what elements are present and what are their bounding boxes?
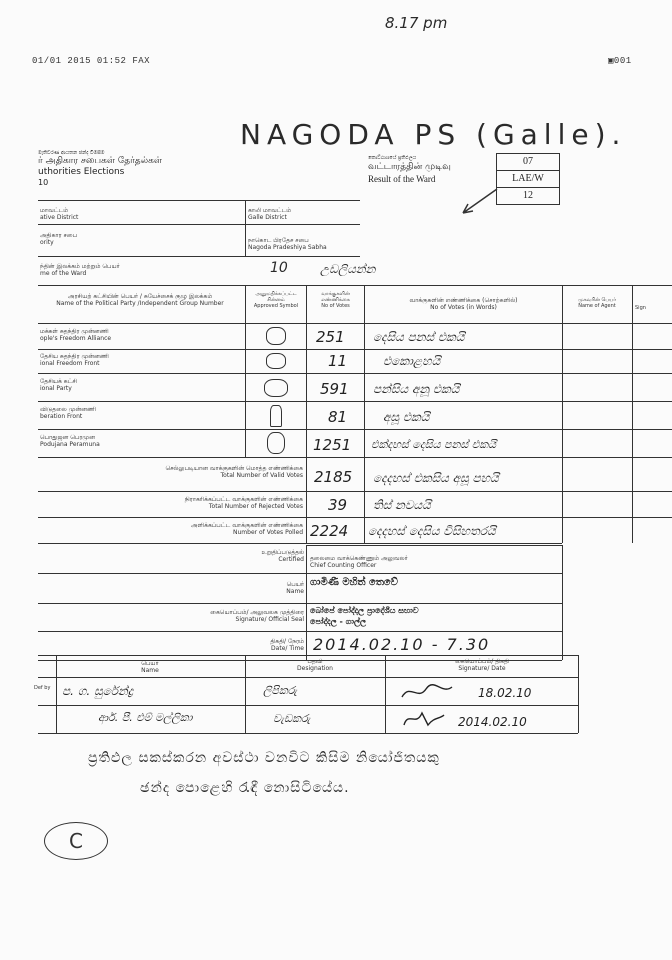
- official-seal-stamp: බෝපේ පෝද්දල ප්‍රාදේශීය සභාව පෝද්දල - ගාල්ල: [310, 606, 419, 626]
- date-time-label: திகதி/ நேரம் Date/ Time: [270, 638, 304, 652]
- header-votes-words: வாக்குகளின் எண்ணிக்கை (சொற்களில்) No of Votes (in Words): [409, 297, 518, 311]
- leaf-symbol-icon: [266, 327, 286, 345]
- header-votes: வாக்குகளின் எண்ணிக்கை No of Votes: [321, 291, 350, 309]
- side-label: Def by: [34, 685, 51, 691]
- total-polled-votes: 2224: [310, 522, 349, 540]
- witness-signature-2: [398, 707, 448, 731]
- header-line3: 10: [38, 178, 49, 187]
- party-votes-4: 81: [328, 408, 348, 426]
- certified-label: உறுதிப்படுத்தல் Certified: [261, 549, 304, 563]
- hand-symbol-icon: [266, 353, 286, 369]
- total-valid-words: දෙදහස් එකසිය අසූ පහයි: [373, 471, 499, 485]
- code-box-3: 12: [496, 187, 560, 205]
- authority-label: அதிகார சபை ority: [40, 232, 78, 246]
- party-words-4: අසූ එකයි: [383, 410, 430, 424]
- ward-label: ந்தின் இலக்கம் மற்றும் பெயர் me of the Ward: [40, 263, 120, 277]
- handwritten-title: NAGODA PS (Galle).: [240, 118, 627, 151]
- dept-sinhala: මැතිවරණ ආයතන ඡන්ද විමසීම: [38, 150, 105, 156]
- total-valid-votes: 2185: [314, 468, 353, 486]
- note-line-2: ඡන්ද පොළෙහි රැඳී නොසිටියේය.: [140, 780, 350, 796]
- circled-mark: C: [44, 822, 108, 860]
- party-name-5: பொதுஜன பெரமுன Podujana Peramuna: [40, 434, 100, 448]
- header-line2: uthorities Elections: [38, 167, 125, 177]
- party-name-4: விடுதலை முன்னணி beration Front: [40, 406, 96, 420]
- witness-name-1: ප. ග. සුරේන්ද්‍ර: [62, 684, 134, 698]
- witness-name-2: ආර්. පී. එම් මල්ලිකා: [98, 711, 193, 724]
- header-line1: ர் அதிகார சபைகள் தேர்தல்கள்: [38, 156, 163, 166]
- header-right: [368, 155, 488, 185]
- header-party: அரசியற் கட்சியின் பெயர் / சுயேச்சைக் குழு இலக்கம் Name of the Political Party /Independent Group Number: [56, 293, 224, 307]
- header-agent: முகவரின் பெயர் Name of Agent: [577, 297, 617, 309]
- header-symbol: அனுமதிக்கப்பட்ட சின்னம் Approved Symbol: [253, 291, 299, 309]
- flower-bud-symbol-icon: [267, 432, 285, 454]
- party-words-3: පන්සිය අනූ එකයි: [373, 382, 460, 396]
- party-name-3: தேசியக் கட்சி ional Party: [40, 378, 78, 392]
- party-words-2: එකොළහයි: [383, 354, 441, 368]
- name-label: பெயர் Name: [286, 581, 304, 595]
- col-name-header: பெயர் Name: [141, 660, 159, 674]
- result-tamil: வட்டாரத்தின் முடிவு: [368, 162, 451, 172]
- fax-page-icon: ▣: [608, 56, 614, 66]
- party-votes-5: 1251: [313, 436, 352, 454]
- code-box-1: 07: [496, 153, 560, 171]
- header-left: [38, 150, 258, 188]
- witness-designation-1: ලිපිකරු: [263, 684, 297, 697]
- handwritten-arrow: [455, 185, 500, 220]
- fax-page-number: ▣001: [608, 56, 632, 66]
- party-votes-1: 251: [316, 328, 345, 346]
- col-designation-header: பதவி Designation: [297, 658, 333, 672]
- district-label: மாவட்டம் ative District: [40, 207, 79, 221]
- witness-designation-2: වැඩකරු: [273, 712, 311, 725]
- certified-date-time: 2014.02.10 - 7.30: [313, 635, 491, 654]
- code-box-2: LAE/W: [496, 170, 560, 188]
- district-value: காலி மாவட்டம் Galle District: [248, 207, 292, 221]
- fax-datetime: 01/01 2015 01:52 FAX: [32, 56, 151, 66]
- witness-date-1: 18.02.10: [478, 686, 532, 700]
- authority-value: நாகொட பிரதேச சபை Nagoda Pradeshiya Sabha: [248, 237, 327, 251]
- note-line-1: ප්‍රතිඵල සකස්කරන අවස්ථා වනවිට කිසිම නියෝජිතයකු: [88, 750, 440, 766]
- result-sinhala: කොට්ඨාශයේ ප්‍රතිඵලය: [368, 155, 417, 161]
- result-english: Result of the Ward: [368, 174, 436, 184]
- total-polled-label: அளிக்கப்பட்ட வாக்குகளின் எண்ணிக்கை Number of Votes Polled: [190, 522, 303, 536]
- handwritten-time: 8.17 pm: [385, 14, 448, 32]
- elephant-symbol-icon: [264, 379, 288, 397]
- party-votes-3: 591: [320, 380, 349, 398]
- total-polled-words: දෙදහස් දෙසිය විසිහතරයි: [368, 524, 496, 538]
- total-rejected-votes: 39: [328, 496, 348, 514]
- total-valid-label: செல்லுபடியான வாக்குகளின் மொத்த எண்ணிக்கை Total Number of Valid Votes: [165, 465, 303, 479]
- signature-seal-label: கையொப்பம்/ அலுவலக முத்திரை Signature/ Official Seal: [210, 609, 304, 623]
- witness-signature-1: [398, 681, 458, 703]
- col-signature-header: கையொப்பம்/ திகதி Signature/ Date: [455, 658, 509, 672]
- total-rejected-label: நிராகரிக்கப்பட்ட வாக்குகளின் எண்ணிக்கை Total Number of Rejected Votes: [184, 496, 303, 510]
- ward-number: 10: [270, 260, 288, 276]
- witness-date-2: 2014.02.10: [458, 715, 527, 729]
- witness-table: [34, 655, 578, 735]
- officer-name-stamp: ගාමිණී මහිත් තෙවේ: [310, 577, 398, 588]
- party-words-5: එක්දහස් දෙසිය පනස් එකයි: [371, 438, 497, 451]
- header-sign: Sign: [635, 305, 646, 311]
- bell-symbol-icon: [270, 405, 282, 427]
- total-rejected-words: තිස් නවයයි: [373, 498, 431, 512]
- party-name-2: தேசிய சுதந்திர முன்னணி ional Freedom Front: [40, 353, 109, 367]
- party-name-1: மக்கள் சுதந்திர முன்னணி ople's Freedom Alliance: [40, 328, 112, 342]
- ward-name: උඩලියන්න: [320, 262, 376, 276]
- chief-officer-label: தலைமை வாக்கெண்ணும் அலுவலர் Chief Counting Officer: [310, 555, 408, 569]
- party-words-1: දෙසිය පනස් එකයි: [373, 330, 465, 344]
- party-votes-2: 11: [328, 352, 348, 370]
- results-table: [38, 285, 672, 545]
